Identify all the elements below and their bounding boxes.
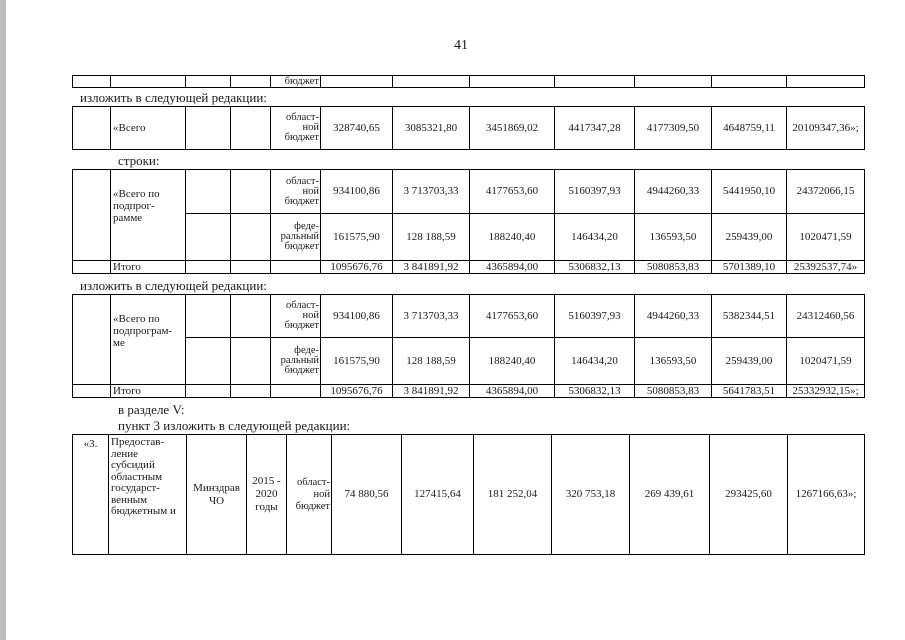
value-cell: 136593,50: [635, 214, 712, 261]
value-cell: 3 841891,92: [393, 385, 470, 398]
value-cell: 5080853,83: [635, 385, 712, 398]
value-cell: 3 713703,33: [393, 170, 470, 214]
value-cell: 24312460,56: [787, 295, 865, 338]
value-cell: 5306832,13: [555, 261, 635, 274]
value-cell: 5701389,10: [712, 261, 787, 274]
value-cell: 5306832,13: [555, 385, 635, 398]
budget-label: област-ной бюджет: [271, 107, 321, 150]
table-fragment: [72, 75, 865, 88]
value-cell: 4177309,50: [635, 107, 712, 150]
total-label: Итого: [111, 261, 186, 274]
value-cell: 328740,65: [321, 107, 393, 150]
table-subprogram-new: [72, 294, 865, 398]
value-cell: 5080853,83: [635, 261, 712, 274]
executor: Минздрав ЧО: [187, 435, 247, 555]
value-cell: 1095676,76: [321, 261, 393, 274]
value-cell: 136593,50: [635, 338, 712, 385]
value-cell: 3451869,02: [470, 107, 555, 150]
value-cell: 1095676,76: [321, 385, 393, 398]
value-cell: 5441950,10: [712, 170, 787, 214]
instruction-line: строки:: [118, 153, 160, 168]
value-cell: 320 753,18: [552, 435, 630, 555]
value-cell: 146434,20: [555, 214, 635, 261]
value-cell: 5641783,51: [712, 385, 787, 398]
value-cell: 4177653,60: [470, 295, 555, 338]
value-cell: 161575,90: [321, 338, 393, 385]
value-cell: 128 188,59: [393, 214, 470, 261]
value-cell: 1020471,59: [787, 214, 865, 261]
value-cell: 3 841891,92: [393, 261, 470, 274]
value-cell: 4944260,33: [635, 295, 712, 338]
value-cell: 128 188,59: [393, 338, 470, 385]
value-cell: 1020471,59: [787, 338, 865, 385]
instruction-line: в разделе V:: [118, 402, 185, 417]
value-cell: 5160397,93: [555, 170, 635, 214]
value-cell: 188240,40: [470, 214, 555, 261]
table-item-3: [72, 434, 865, 555]
value-cell: 4417347,28: [555, 107, 635, 150]
value-cell: 4365894,00: [470, 261, 555, 274]
value-cell: 4944260,33: [635, 170, 712, 214]
value-cell: 4365894,00: [470, 385, 555, 398]
budget-label: област-ной бюджет: [271, 170, 321, 214]
value-cell: 1267166,63»;: [788, 435, 865, 555]
value-cell: 269 439,61: [630, 435, 710, 555]
page-edge: [0, 0, 6, 640]
period: 2015 - 2020 годы: [247, 435, 287, 555]
value-cell: 127415,64: [402, 435, 474, 555]
value-cell: 181 252,04: [474, 435, 552, 555]
instruction-line: пункт 3 изложить в следующей редакции:: [118, 418, 351, 433]
total-label: Итого: [111, 385, 186, 398]
instruction-line: изложить в следующей редакции:: [80, 90, 267, 105]
budget-label: феде-ральный бюджет: [271, 214, 321, 261]
instruction-line: изложить в следующей редакции:: [80, 278, 267, 293]
table-subprogram-old: [72, 169, 865, 274]
row-name: «Всего по подпрограм-ме: [111, 295, 186, 385]
value-cell: 259439,00: [712, 214, 787, 261]
table-total: [72, 106, 865, 150]
row-name: «Всего: [111, 107, 186, 150]
value-cell: 4177653,60: [470, 170, 555, 214]
value-cell: 5382344,51: [712, 295, 787, 338]
budget-label: област-ной бюджет: [271, 295, 321, 338]
budget-label: област-ной бюджет: [287, 435, 332, 555]
value-cell: 188240,40: [470, 338, 555, 385]
value-cell: 74 880,56: [332, 435, 402, 555]
value-cell: 20109347,36»;: [787, 107, 865, 150]
value-cell: 4648759,11: [712, 107, 787, 150]
row-name: «Всего по подпрог-рамме: [111, 170, 186, 261]
value-cell: 3085321,80: [393, 107, 470, 150]
value-cell: 146434,20: [555, 338, 635, 385]
item-name: Предостав-ление субсидий областным государст-венным бюджетным и: [109, 435, 187, 555]
item-number: «3.: [73, 435, 109, 555]
value-cell: 5160397,93: [555, 295, 635, 338]
value-cell: 25392537,74»: [787, 261, 865, 274]
value-cell: 293425,60: [710, 435, 788, 555]
page-number: 41: [454, 38, 468, 53]
value-cell: 161575,90: [321, 214, 393, 261]
value-cell: 259439,00: [712, 338, 787, 385]
value-cell: 934100,86: [321, 170, 393, 214]
budget-label: феде-ральный бюджет: [271, 338, 321, 385]
budget-label: бюджет: [271, 76, 321, 88]
value-cell: 3 713703,33: [393, 295, 470, 338]
value-cell: 934100,86: [321, 295, 393, 338]
value-cell: 24372066,15: [787, 170, 865, 214]
value-cell: 25332932,15»;: [787, 385, 865, 398]
